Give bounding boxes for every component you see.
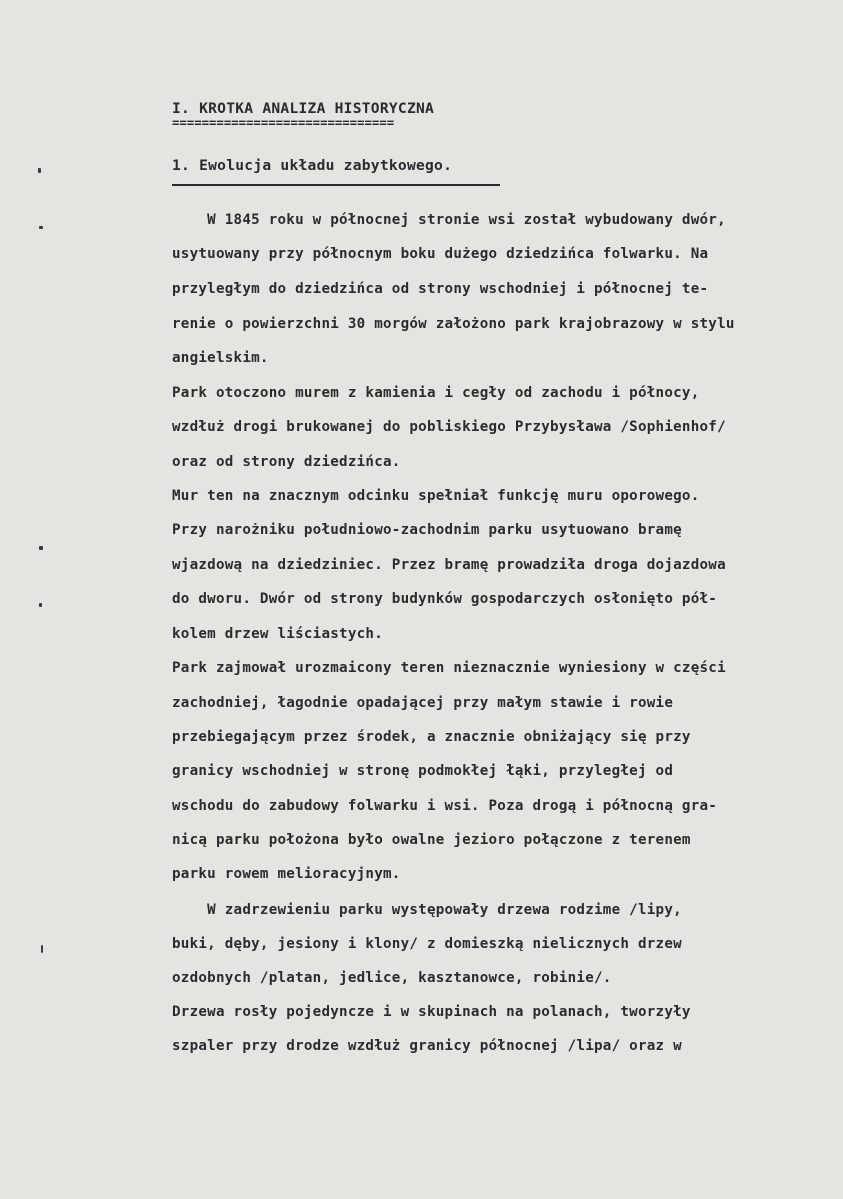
subsection-underline <box>172 184 500 186</box>
margin-mark <box>38 168 41 173</box>
margin-mark <box>39 226 43 229</box>
text-line: W zadrzewieniu parku występowały drzewa rodzime /lipy, <box>172 902 682 918</box>
text-line: usytuowany przy północnym boku dużego dziedzińca folwarku. Na <box>172 246 709 262</box>
text-line: Przy narożniku południowo-zachodnim parku usytuowano bramę <box>172 522 682 538</box>
text-line: ozdobnych /platan, jedlice, kasztanowce, robinie/. <box>172 970 612 986</box>
subsection-title: 1. Ewolucja układu zabytkowego. <box>172 157 453 174</box>
text-line: Park zajmował urozmaicony teren nieznacznie wyniesiony w części <box>172 660 726 676</box>
margin-mark <box>39 603 42 607</box>
margin-mark <box>41 945 43 953</box>
text-line: szpaler przy drodze wzdłuż granicy północnej /lipa/ oraz w <box>172 1038 682 1054</box>
text-line: oraz od strony dziedzińca. <box>172 454 401 470</box>
text-line: nicą parku położona było owalne jezioro połączone z terenem <box>172 832 691 848</box>
text-line: renie o powierzchni 30 morgów założono park krajobrazowy w stylu <box>172 316 735 332</box>
margin-mark <box>39 546 43 550</box>
text-line: wschodu do zabudowy folwarku i wsi. Poza drogą i północną gra- <box>172 798 718 814</box>
text-line: buki, dęby, jesiony i klony/ z domieszką nielicznych drzew <box>172 936 682 952</box>
text-line: zachodniej, łagodnie opadającej przy małym stawie i rowie <box>172 695 674 711</box>
text-line: W 1845 roku w północnej stronie wsi został wybudowany dwór, <box>172 212 726 228</box>
text-line: wjazdową na dziedziniec. Przez bramę prowadziła droga dojazdowa <box>172 557 726 573</box>
text-line: Park otoczono murem z kamienia i cegły od zachodu i północy, <box>172 385 700 401</box>
text-line: Drzewa rosły pojedyncze i w skupinach na polanach, tworzyły <box>172 1004 691 1020</box>
text-line: przyległym do dziedzińca od strony wschodniej i północnej te- <box>172 281 709 297</box>
section-title-underline: ============================== <box>172 116 395 130</box>
section-title: I. KROTKA ANALIZA HISTORYCZNA <box>172 100 435 117</box>
text-line: przebiegającym przez środek, a znacznie obniżający się przy <box>172 729 691 745</box>
text-line: angielskim. <box>172 350 269 366</box>
text-line: granicy wschodniej w stronę podmokłej łąki, przyległej od <box>172 763 674 779</box>
text-line: do dworu. Dwór od strony budynków gospodarczych osłonięto pół- <box>172 591 718 607</box>
text-line: parku rowem melioracyjnym. <box>172 866 401 882</box>
text-line: kolem drzew liściastych. <box>172 626 383 642</box>
text-line: wzdłuż drogi brukowanej do pobliskiego Przybysława /Sophienhof/ <box>172 419 726 435</box>
text-line: Mur ten na znacznym odcinku spełniał funkcję muru oporowego. <box>172 488 700 504</box>
